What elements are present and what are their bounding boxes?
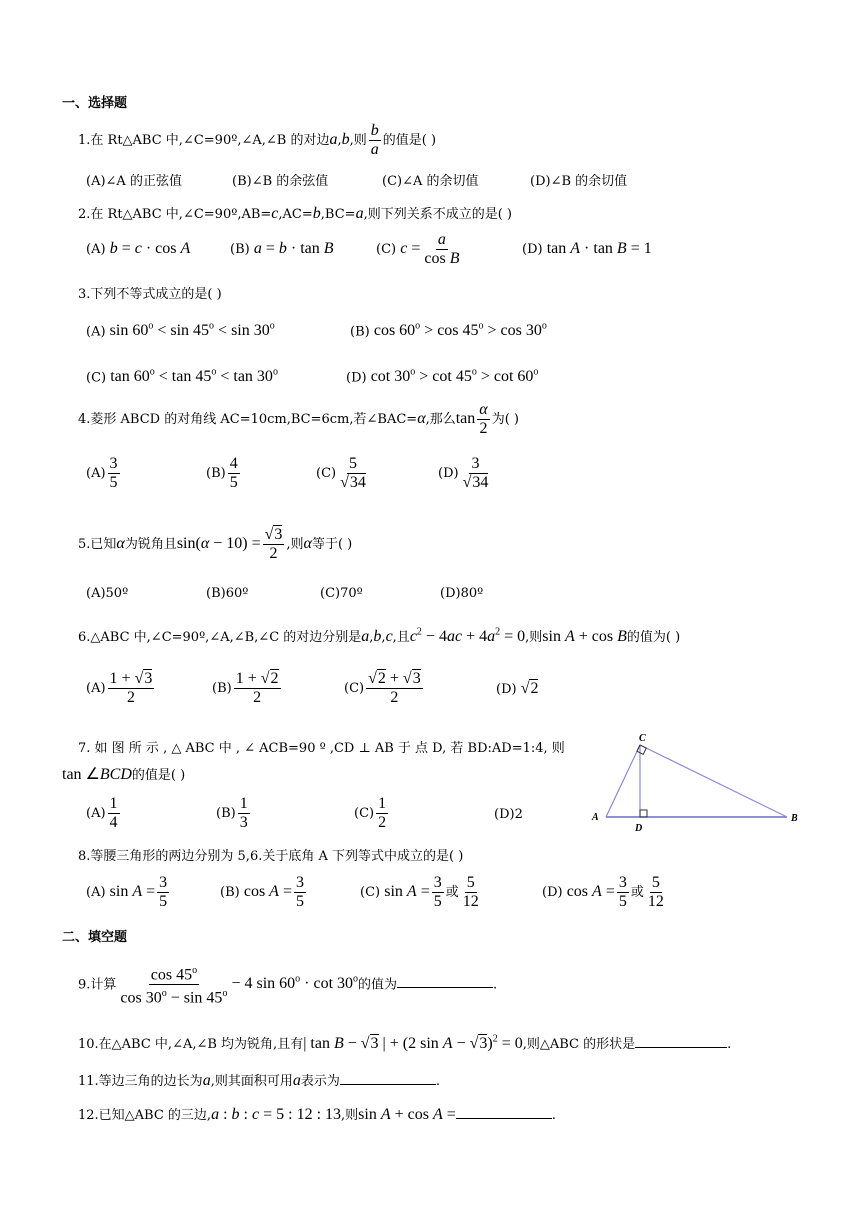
q8-option-c: (C) sin A = $\frac{3}{5}$ 或 $\frac{5}{12}$ bbox=[360, 874, 479, 910]
q1-option-a: (A)∠A 的正弦值 bbox=[86, 174, 182, 189]
triangle-figure bbox=[584, 728, 804, 838]
q4-option-d: (D) $\frac{3}{√34}$ bbox=[438, 455, 489, 491]
question-2: 2.在 Rt△ABC 中,∠C=90º,AB=c,AC=b,BC=a,则下列关系不成立的是( ) bbox=[78, 205, 512, 222]
q5-option-a: (A)50º bbox=[86, 586, 129, 601]
label-b: B bbox=[791, 813, 798, 824]
q4-option-a: (A) $\frac{3}{5}$ bbox=[86, 455, 118, 491]
q2-option-b: (B) a = b · tan B bbox=[230, 240, 334, 257]
question-10: 10.在△ABC 中,∠A,∠B 均为锐角,且有| tan B − √3 | + (2 sin A − √3)$^2$ = 0,则△ABC 的形状是 . bbox=[78, 1033, 732, 1052]
q7-option-d: (D)2 bbox=[494, 807, 523, 822]
q5-option-d: (D)80º bbox=[440, 586, 484, 601]
q1-mid: ,则 bbox=[349, 133, 367, 148]
question-6: 6.△ABC 中,∠C=90º,∠A,∠B,∠C 的对边分别是a,b,c,且$c^2 - 4ac + 4a^2 = 0$,则sin A + cos B的值为( ) bbox=[78, 626, 681, 645]
q10-answer-blank[interactable] bbox=[635, 1035, 727, 1048]
question-7-line2: tan ∠BCD的值是( ) bbox=[62, 766, 186, 783]
fraction-b-over-a: $\frac{b}{a}$ bbox=[370, 122, 379, 158]
segment-ac bbox=[606, 745, 640, 817]
right-angle-d bbox=[640, 810, 647, 817]
q2-option-c: (C) c = $\frac{a}{\text{cos B}}$ bbox=[376, 231, 460, 267]
q2-stem: 2.在 Rt△ABC 中,∠C=90º,AB= bbox=[78, 207, 272, 222]
q3-option-a: (A) $\sin 60^o < \sin 45^o < \sin 30^o$ bbox=[86, 321, 275, 340]
question-5: 5.已知α为锐角且sin(α − 10) = $\frac{√3}{2}$ ,则α等于( ) bbox=[78, 526, 353, 562]
q1-option-c: (C)∠A 的余切值 bbox=[382, 174, 479, 189]
question-7-line1: 7. 如 图 所 示 , △ ABC 中 , ∠ ACB=90 º ,CD ⊥ AB 于 点 D, 若 BD:AD=1:4, 则 bbox=[78, 741, 565, 756]
section-title-choice: 一、选择题 bbox=[62, 96, 128, 111]
q1-end: 的值是( ) bbox=[382, 133, 437, 148]
q8-option-a: (A) sin A = $\frac{3}{5}$ bbox=[86, 874, 168, 910]
q6-option-c: (C) $\frac{√2 + √3}{2}$ bbox=[344, 670, 421, 706]
question-1: 1.在 Rt△ABC 中,∠C=90º,∠A,∠B 的对边a,b,则 $\frac{b}{a}$ 的值是( ) bbox=[78, 122, 437, 158]
section-title-fill: 二、填空题 bbox=[62, 930, 128, 945]
q8-option-d: (D) cos A = $\frac{3}{5}$ 或 $\frac{5}{12}$ bbox=[542, 874, 664, 910]
q11-answer-blank[interactable] bbox=[340, 1072, 436, 1085]
question-11: 11.等边三角的边长为a,则其面积可用a表示为 . bbox=[78, 1072, 440, 1089]
q9-answer-blank[interactable] bbox=[397, 975, 493, 988]
question-12: 12.已知△ABC 的三边,a : b : c = 5 : 12 : 13,则sin A + cos A = . bbox=[78, 1106, 556, 1123]
label-a: A bbox=[592, 812, 599, 823]
question-3: 3.下列不等式成立的是( ) bbox=[78, 287, 222, 302]
question-4: 4.菱形 ABCD 的对角线 AC=10cm,BC=6cm,若∠BAC=α,那么tan $\frac{\alpha}{2}$ 为( ) bbox=[78, 401, 519, 437]
q2-option-d: (D) tan A · tan B = 1 bbox=[522, 240, 652, 257]
q6-option-b: (B) $\frac{1 + √2}{2}$ bbox=[212, 670, 279, 706]
q7-option-b: (B) $\frac{1}{3}$ bbox=[216, 795, 248, 831]
q7-option-c: (C) $\frac{1}{2}$ bbox=[354, 795, 387, 831]
label-d: D bbox=[635, 823, 643, 834]
q2-option-a: (A) b = c · cos A bbox=[86, 240, 191, 257]
q3-option-d: (D) $\cot 30^o > \cot 45^o > \cot 60^o$ bbox=[346, 367, 539, 386]
q5-option-c: (C)70º bbox=[320, 586, 363, 601]
q7-option-a: (A) $\frac{1}{4}$ bbox=[86, 795, 118, 831]
question-9: 9.计算 $\frac{\cos 45^o}{\cos 30^o - \sin 45^o}$ − 4 $\sin 60^o \cdot \cot 30^o$的值为 . bbox=[78, 962, 497, 1008]
q3-option-c: (C) $\tan 60^o < \tan 45^o < \tan 30^o$ bbox=[86, 367, 278, 386]
q8-option-b: (B) cos A = $\frac{3}{5}$ bbox=[220, 874, 304, 910]
q6-option-d: (D) √2 bbox=[496, 680, 539, 697]
q6-option-a: (A) $\frac{1 + √3}{2}$ bbox=[86, 670, 153, 706]
q4-option-b: (B) $\frac{4}{5}$ bbox=[206, 455, 238, 491]
question-8: 8.等腰三角形的两边分别为 5,6.关于底角 A 下列等式中成立的是( ) bbox=[78, 849, 464, 864]
q5-option-b: (B)60º bbox=[206, 586, 249, 601]
q2-tail: ,则下列关系不成立的是( ) bbox=[363, 207, 512, 222]
q1-option-b: (B)∠B 的余弦值 bbox=[232, 174, 329, 189]
segment-cb bbox=[640, 745, 787, 817]
q12-answer-blank[interactable] bbox=[456, 1106, 552, 1119]
q1-stem: 1.在 Rt△ABC 中,∠C=90º,∠A,∠B 的对边 bbox=[78, 133, 330, 148]
q4-option-c: (C) $\frac{5}{√34}$ bbox=[316, 455, 366, 491]
q3-option-b: (B) $\cos 60^o > \cos 45^o > \cos 30^o$ bbox=[350, 321, 547, 340]
label-c: C bbox=[639, 733, 646, 744]
q1-option-d: (D)∠B 的余切值 bbox=[530, 174, 628, 189]
